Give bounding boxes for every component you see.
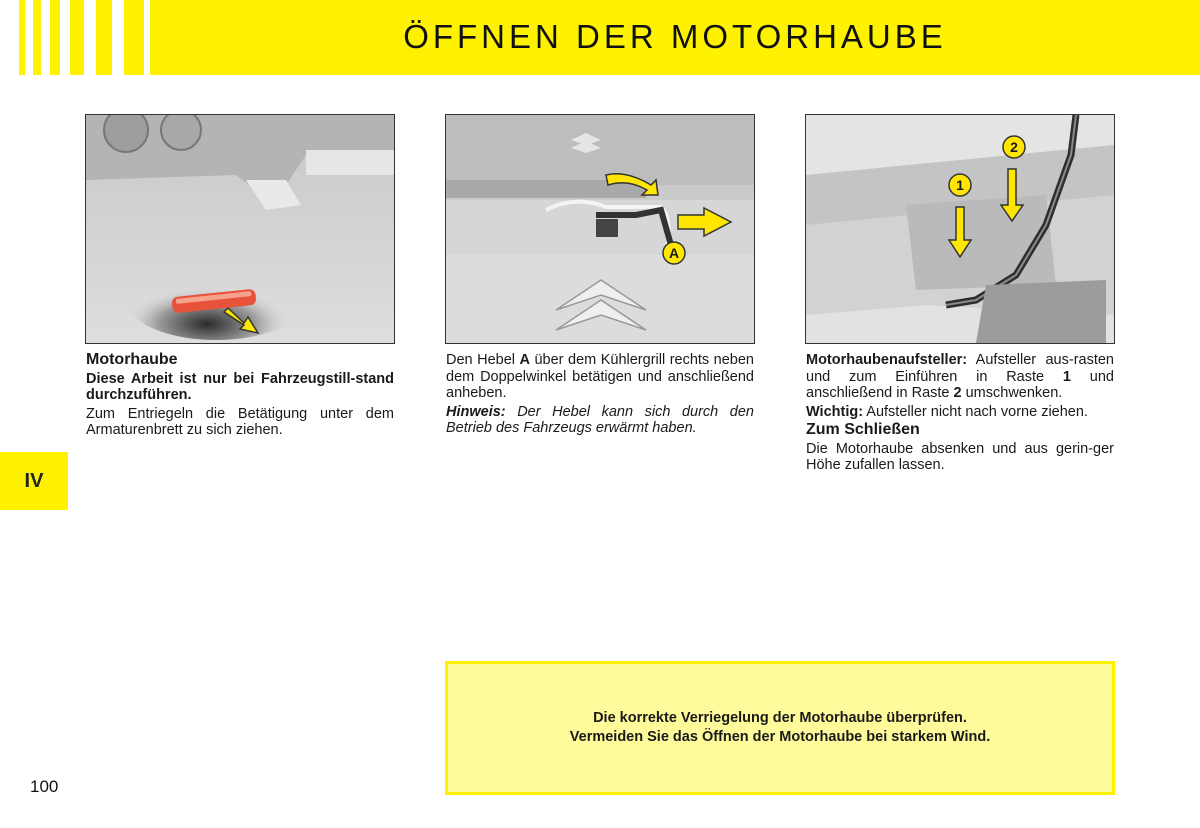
- hood-support-illustration: [806, 115, 1114, 343]
- notch-2: 2: [953, 385, 962, 401]
- lever-instructions: [446, 352, 754, 402]
- important-paragraph: [806, 404, 1114, 421]
- hint-label: Hinweis:: [446, 403, 506, 420]
- lever-text-before: Den Hebel: [446, 352, 520, 368]
- notice-box: [445, 661, 1115, 795]
- notice-line-1: Die korrekte Verriegelung der Motorhaube überprüfen.: [593, 710, 967, 726]
- figure-hood-lever: [445, 114, 755, 344]
- column-lever: [446, 352, 754, 439]
- header-stripe-6: [124, 0, 144, 75]
- chapter-tab: IV: [0, 452, 68, 510]
- header-stripe-4: [70, 0, 84, 75]
- label-a-badge: A: [668, 245, 680, 261]
- page-number: 100: [30, 777, 59, 796]
- motorhaube-heading: Motorhaube: [86, 351, 178, 368]
- column-support: [806, 352, 1114, 476]
- lever-text-after: über dem Kühlergrill rechts neben dem Doppelwinkel betätigen und anschließend anheben.: [446, 352, 754, 401]
- safety-warning: Diese Arbeit ist nur bei Fahrzeugstill-stand durchzuführen.: [86, 370, 394, 403]
- header-stripe-5: [96, 0, 112, 75]
- support-instructions: [806, 352, 1114, 402]
- header-stripe-1: [19, 0, 25, 75]
- important-text: Aufsteller nicht nach vorne ziehen.: [863, 403, 1088, 420]
- page-title: ÖFFNEN DER MOTORHAUBE: [403, 18, 947, 55]
- figure-release-handle: [85, 114, 395, 344]
- hood-lever-illustration: [446, 115, 754, 343]
- label-1-badge: 1: [956, 177, 964, 193]
- closing-instructions: Die Motorhaube absenken und aus gerin-ger Höhe zufallen lassen.: [806, 440, 1114, 473]
- notice-line-2: Vermeiden Sie das Öffnen der Motorhaube bei starkem Wind.: [569, 729, 991, 745]
- lever-letter: A: [519, 352, 530, 368]
- support-text-2: und anschließend in Raste: [806, 368, 1114, 401]
- support-text-1: Aufsteller aus-rasten und zum Einführen in Raste: [806, 352, 1114, 385]
- notch-1: 1: [1062, 368, 1071, 385]
- closing-heading: Zum Schließen: [806, 421, 920, 438]
- release-handle-illustration: [86, 115, 394, 343]
- release-instructions: Zum Entriegeln die Betätigung unter dem Armaturenbrett zu sich ziehen.: [86, 405, 394, 438]
- figure-hood-support: [805, 114, 1115, 344]
- header-stripe-2: [33, 0, 41, 75]
- label-2-badge: 2: [1010, 139, 1018, 155]
- important-label: Wichtig:: [806, 403, 864, 420]
- hint-paragraph: [446, 404, 754, 437]
- column-motorhaube: [86, 352, 394, 441]
- hint-text: Der Hebel kann sich durch den Betrieb des Fahrzeugs erwärmt haben.: [446, 403, 754, 436]
- support-text-3: umschwenken.: [961, 385, 1063, 401]
- support-label: Motorhaubenaufsteller:: [806, 352, 968, 368]
- header-stripe-3: [50, 0, 60, 75]
